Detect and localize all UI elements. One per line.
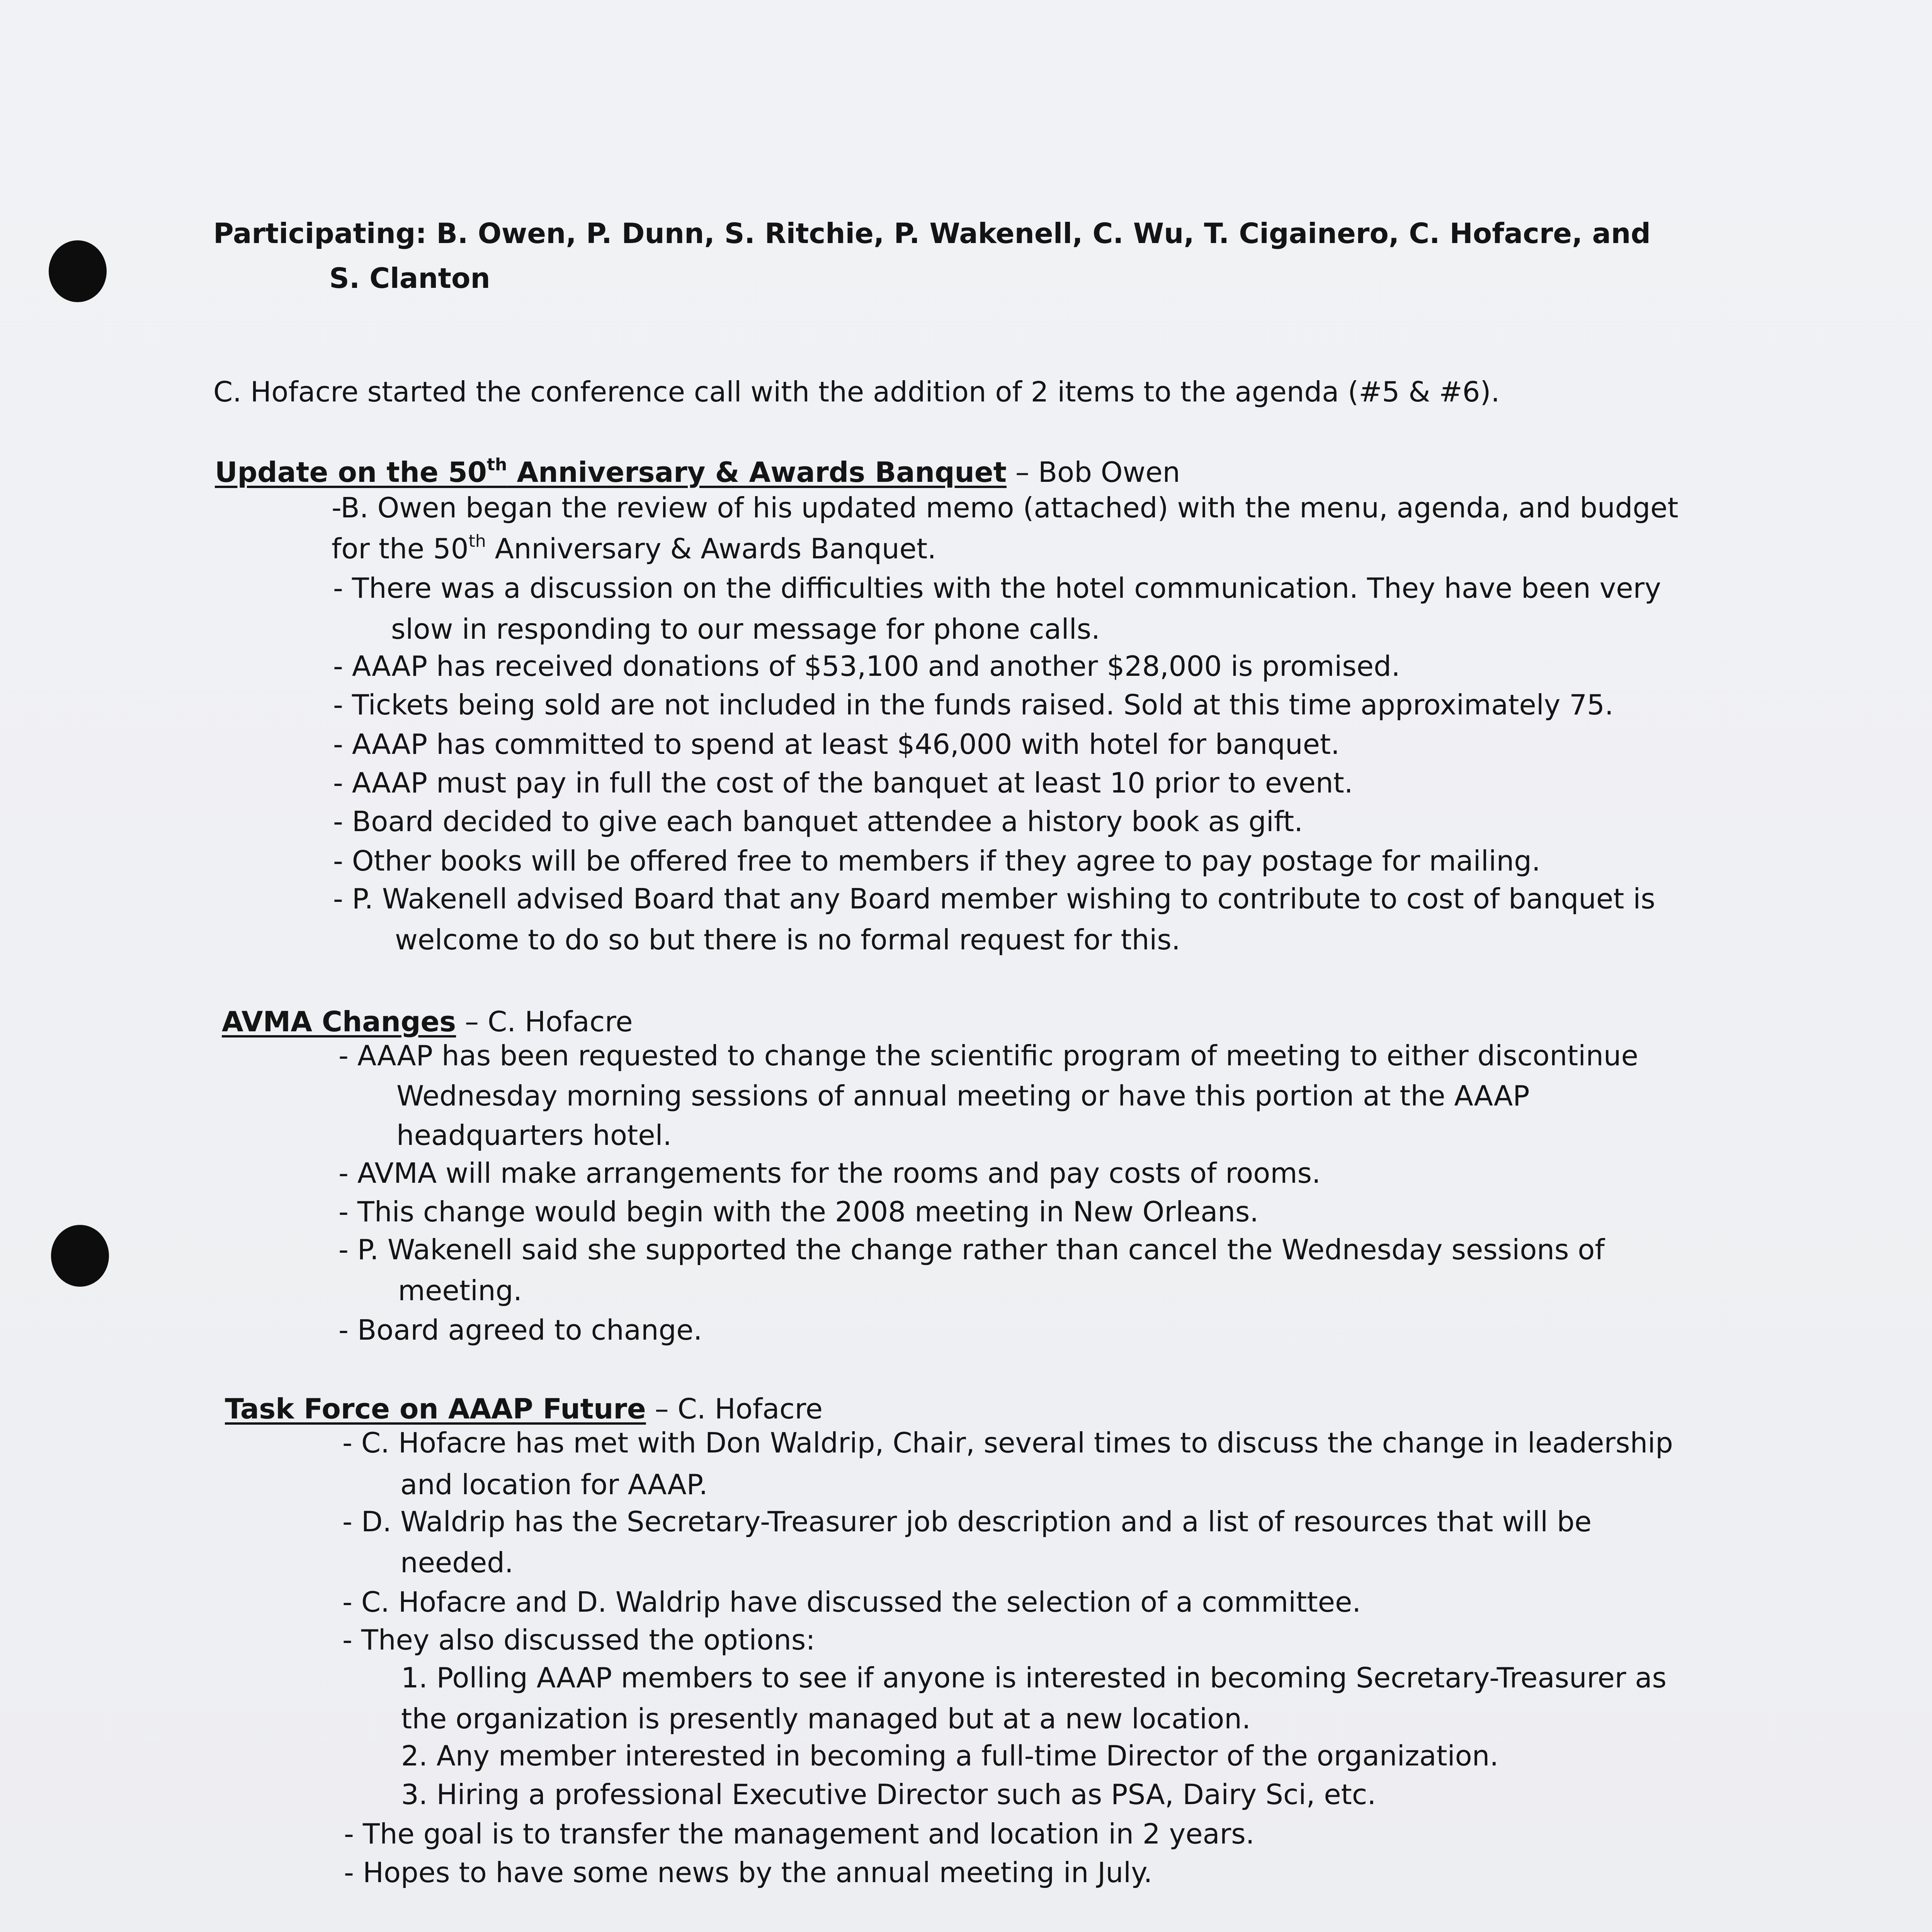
section-3-title: Task Force on AAAP Future: [225, 1393, 646, 1425]
section-1-bullet: - P. Wakenell advised Board that any Board member wishing to contribute to cost of banquet is: [333, 883, 1655, 915]
section-2-heading: [222, 1003, 633, 1040]
section-3-option: 3. Hiring a professional Executive Director such as PSA, Dairy Sci, etc.: [401, 1778, 1376, 1811]
section-2-bullet: meeting.: [398, 1274, 522, 1307]
section-1-bullet: - Other books will be offered free to members if they agree to pay postage for mailing.: [333, 845, 1541, 877]
section-3-bullet: - The goal is to transfer the management and location in 2 years.: [344, 1818, 1255, 1850]
section-1-bullet: - AAAP has received donations of $53,100 and another $28,000 is promised.: [333, 650, 1400, 682]
section-3-presenter: – C. Hofacre: [646, 1393, 823, 1425]
participating-line-2: S. Clanton: [329, 262, 490, 294]
section-1-line-1: -B. Owen began the review of his updated memo (attached) with the menu, agenda, and budget: [332, 492, 1679, 524]
section-2-bullet: - P. Wakenell said she supported the change rather than cancel the Wednesday sessions of: [338, 1233, 1605, 1266]
section-1-presenter: – Bob Owen: [1007, 456, 1180, 488]
section-2-title: AVMA Changes: [222, 1005, 456, 1038]
section-2-presenter: – C. Hofacre: [456, 1005, 633, 1038]
section-3-heading: [225, 1390, 823, 1427]
section-2-bullet: - Board agreed to change.: [338, 1314, 702, 1346]
section-3-bullet: and location for AAAP.: [400, 1468, 708, 1501]
section-1-bullet: - AAAP must pay in full the cost of the banquet at least 10 prior to event.: [333, 767, 1353, 799]
section-1-heading: [215, 454, 1180, 491]
section-3-bullet: - D. Waldrip has the Secretary-Treasurer job description and a list of resources that will be: [342, 1505, 1592, 1538]
punch-hole-middle: [51, 1225, 109, 1287]
participating-label: Participating:: [213, 217, 427, 250]
section-3-bullet: - They also discussed the options:: [342, 1624, 815, 1656]
section-2-bullet: - This change would begin with the 2008 meeting in New Orleans.: [338, 1196, 1259, 1228]
section-3-bullet: - Hopes to have some news by the annual meeting in July.: [344, 1856, 1153, 1889]
section-1-bullet: - Board decided to give each banquet attendee a history book as gift.: [333, 805, 1303, 838]
section-3-option: 2. Any member interested in becoming a full-time Director of the organization.: [401, 1740, 1499, 1772]
punch-hole-top: [49, 240, 107, 302]
intro-paragraph: C. Hofacre started the conference call with the addition of 2 items to the agenda (#5 & #6).: [213, 376, 1500, 408]
section-3-bullet: - C. Hofacre has met with Don Waldrip, Chair, several times to discuss the change in leadership: [342, 1427, 1673, 1459]
section-3-option: 1. Polling AAAP members to see if anyone is interested in becoming Secretary-Treasurer as: [401, 1662, 1667, 1694]
section-1-bullet: slow in responding to our message for phone calls.: [391, 613, 1100, 645]
section-1-bullet: - Tickets being sold are not included in the funds raised. Sold at this time approximately 75.: [333, 689, 1614, 721]
section-1-bullet: welcome to do so but there is no formal request for this.: [395, 923, 1180, 956]
section-1-bullet: - There was a discussion on the difficulties with the hotel communication. They have been very: [333, 572, 1661, 604]
section-2-bullet: headquarters hotel.: [396, 1119, 672, 1151]
section-1-title: Update on the 50th Anniversary & Awards Banquet: [215, 455, 1007, 488]
section-1-bullet: - AAAP has committed to spend at least $46,000 with hotel for banquet.: [333, 728, 1340, 760]
section-2-bullet: - AVMA will make arrangements for the rooms and pay costs of rooms.: [338, 1157, 1321, 1189]
participating-names: B. Owen, P. Dunn, S. Ritchie, P. Wakenell, C. Wu, T. Cigainero, C. Hofacre, and: [436, 217, 1651, 250]
section-3-bullet: - C. Hofacre and D. Waldrip have discussed the selection of a committee.: [342, 1586, 1361, 1618]
participating-line-1: [213, 215, 1651, 252]
section-3-option: the organization is presently managed but at a new location.: [401, 1702, 1251, 1735]
section-3-bullet: needed.: [400, 1546, 514, 1579]
section-2-bullet: Wednesday morning sessions of annual meeting or have this portion at the AAAP: [396, 1080, 1530, 1112]
section-2-bullet: - AAAP has been requested to change the scientific program of meeting to either discontinue: [338, 1039, 1638, 1072]
section-1-line-2: for the 50th Anniversary & Awards Banquet.: [332, 531, 937, 565]
